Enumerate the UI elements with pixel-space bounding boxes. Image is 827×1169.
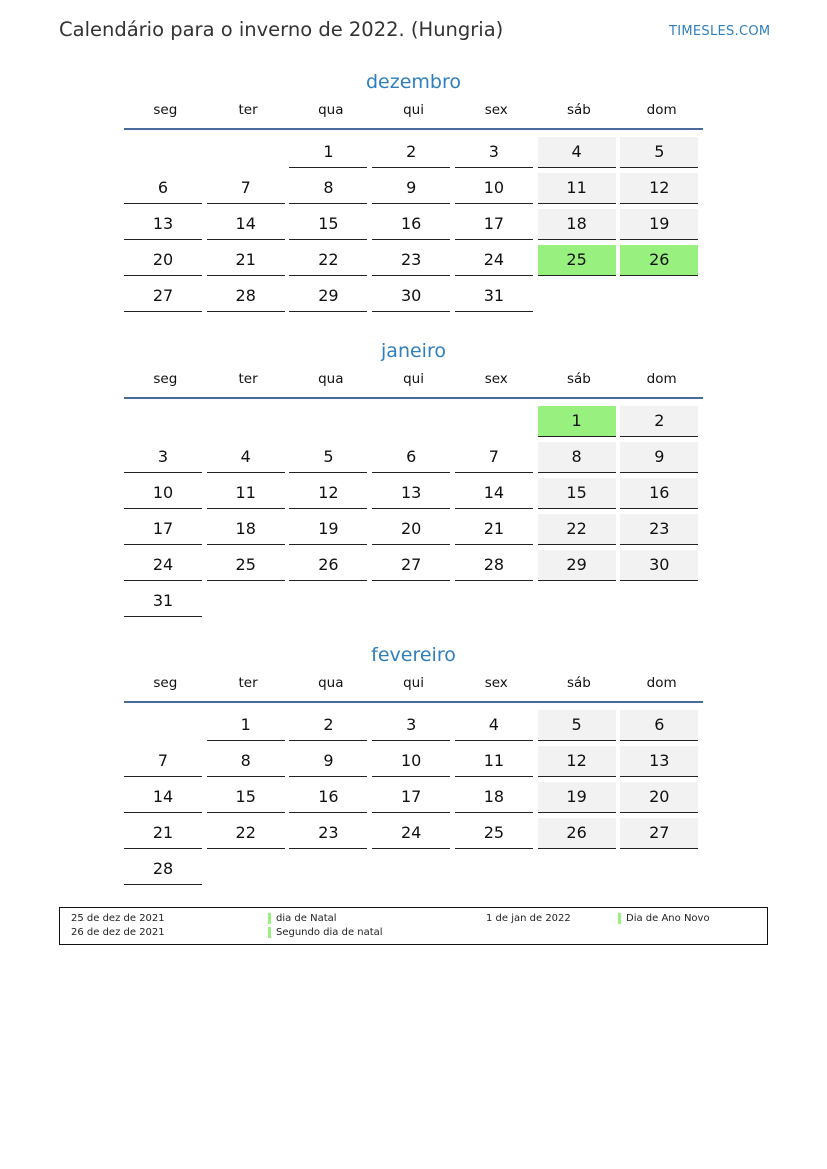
day-slot xyxy=(538,404,621,440)
day-slot xyxy=(620,708,703,744)
day-slot xyxy=(207,171,290,207)
day-cell: 10 xyxy=(372,746,450,777)
week-row xyxy=(124,279,703,315)
weekday-label: dom xyxy=(646,102,677,118)
day-slot xyxy=(124,135,207,171)
day-cell: 6 xyxy=(372,442,450,473)
day-cell: 20 xyxy=(620,782,698,813)
day-slot xyxy=(124,243,207,279)
day-cell: 6 xyxy=(124,173,202,204)
week-row xyxy=(124,404,703,440)
day-cell: 19 xyxy=(620,209,698,240)
weekday-label: qui xyxy=(403,371,424,387)
day-slot xyxy=(620,207,703,243)
day-cell: 17 xyxy=(124,514,202,545)
day-slot xyxy=(620,476,703,512)
day-cell: 22 xyxy=(538,514,616,545)
day-slot xyxy=(620,584,703,620)
day-slot xyxy=(207,476,290,512)
day-cell: 23 xyxy=(289,818,367,849)
day-cell: 4 xyxy=(207,442,285,473)
day-slot xyxy=(289,852,372,888)
holiday-marker xyxy=(268,927,271,938)
day-cell: 3 xyxy=(372,710,450,741)
day-cell: 5 xyxy=(620,137,698,168)
day-slot xyxy=(620,404,703,440)
day-slot xyxy=(455,852,538,888)
day-cell: 31 xyxy=(455,281,533,312)
weekday-label: sex xyxy=(484,371,508,387)
day-cell: 6 xyxy=(620,710,698,741)
day-cell: 17 xyxy=(455,209,533,240)
day-cell: 14 xyxy=(455,478,533,509)
day-slot xyxy=(455,708,538,744)
legend-holiday-name: Segundo dia de natal xyxy=(276,927,383,938)
day-slot xyxy=(124,780,207,816)
day-slot xyxy=(289,512,372,548)
day-cell: 28 xyxy=(124,854,202,885)
day-slot xyxy=(455,171,538,207)
day-cell: 8 xyxy=(538,442,616,473)
day-slot xyxy=(538,548,621,584)
day-cell: 4 xyxy=(455,710,533,741)
day-cell: 27 xyxy=(620,818,698,849)
day-cell: 2 xyxy=(372,137,450,168)
day-cell: 30 xyxy=(620,550,698,581)
weekday-label: sáb xyxy=(567,675,591,691)
day-slot xyxy=(372,780,455,816)
day-slot xyxy=(289,780,372,816)
day-cell: 7 xyxy=(207,173,285,204)
day-slot xyxy=(538,708,621,744)
day-cell: 15 xyxy=(538,478,616,509)
day-cell: 21 xyxy=(124,818,202,849)
day-slot xyxy=(620,780,703,816)
day-cell: 24 xyxy=(455,245,533,276)
day-slot xyxy=(455,476,538,512)
day-slot xyxy=(538,171,621,207)
month-title: fevereiro xyxy=(371,644,456,666)
day-cell: 24 xyxy=(372,818,450,849)
page-title: Calendário para o inverno de 2022. (Hungria) xyxy=(59,18,504,41)
day-slot xyxy=(372,404,455,440)
day-slot xyxy=(207,512,290,548)
day-slot xyxy=(620,816,703,852)
day-cell: 13 xyxy=(620,746,698,777)
week-row xyxy=(124,708,703,744)
month-calendar-janeiro xyxy=(124,337,703,620)
day-slot xyxy=(207,243,290,279)
month-title: janeiro xyxy=(381,340,446,362)
day-cell: 25 xyxy=(207,550,285,581)
day-cell: 26 xyxy=(289,550,367,581)
day-slot xyxy=(207,816,290,852)
day-slot xyxy=(207,584,290,620)
day-cell: 18 xyxy=(538,209,616,240)
day-cell: 27 xyxy=(124,281,202,312)
day-cell: 18 xyxy=(455,782,533,813)
day-cell: 30 xyxy=(372,281,450,312)
week-row xyxy=(124,780,703,816)
weekday-label: sex xyxy=(484,675,508,691)
day-cell: 16 xyxy=(620,478,698,509)
day-cell: 21 xyxy=(455,514,533,545)
day-cell: 8 xyxy=(289,173,367,204)
day-slot xyxy=(124,404,207,440)
day-cell: 21 xyxy=(207,245,285,276)
day-slot xyxy=(289,207,372,243)
day-slot xyxy=(124,279,207,315)
day-slot xyxy=(124,476,207,512)
weekday-header xyxy=(124,675,703,697)
day-cell: 3 xyxy=(455,137,533,168)
holiday-day-cell: 25 xyxy=(538,245,616,276)
week-row xyxy=(124,744,703,780)
day-slot xyxy=(620,171,703,207)
day-slot xyxy=(207,440,290,476)
day-slot xyxy=(207,708,290,744)
holiday-day-cell: 26 xyxy=(620,245,698,276)
day-cell: 23 xyxy=(620,514,698,545)
day-slot xyxy=(124,512,207,548)
weekday-label: ter xyxy=(238,371,258,387)
legend-date: 25 de dez de 2021 xyxy=(71,913,165,924)
weekday-label: seg xyxy=(153,371,178,387)
day-slot xyxy=(372,440,455,476)
weekday-header xyxy=(124,371,703,393)
day-slot xyxy=(289,135,372,171)
day-cell: 4 xyxy=(538,137,616,168)
day-slot xyxy=(289,708,372,744)
day-grid xyxy=(124,404,703,620)
week-row xyxy=(124,135,703,171)
day-slot xyxy=(372,852,455,888)
weekday-label: qua xyxy=(318,371,344,387)
day-slot xyxy=(124,852,207,888)
day-slot xyxy=(620,512,703,548)
day-cell: 11 xyxy=(455,746,533,777)
day-slot xyxy=(538,476,621,512)
day-slot xyxy=(372,279,455,315)
day-slot xyxy=(455,548,538,584)
day-slot xyxy=(538,279,621,315)
weekday-label: dom xyxy=(646,675,677,691)
day-slot xyxy=(620,548,703,584)
weekday-label: sáb xyxy=(567,102,591,118)
day-slot xyxy=(207,207,290,243)
day-cell: 29 xyxy=(289,281,367,312)
day-slot xyxy=(124,440,207,476)
day-cell: 19 xyxy=(289,514,367,545)
day-slot xyxy=(207,279,290,315)
day-slot xyxy=(455,279,538,315)
month-calendar-fevereiro xyxy=(124,641,703,888)
brand-link[interactable]: TIMESLES.COM xyxy=(669,24,771,39)
day-slot xyxy=(538,584,621,620)
day-slot xyxy=(124,708,207,744)
day-cell: 31 xyxy=(124,586,202,617)
day-slot xyxy=(538,744,621,780)
month-calendar-dezembro xyxy=(124,68,703,315)
day-cell: 22 xyxy=(289,245,367,276)
day-grid xyxy=(124,708,703,888)
week-row xyxy=(124,548,703,584)
month-title: dezembro xyxy=(366,71,461,93)
day-slot xyxy=(620,243,703,279)
day-slot xyxy=(124,207,207,243)
day-slot xyxy=(538,816,621,852)
day-slot xyxy=(538,207,621,243)
day-slot xyxy=(455,440,538,476)
weekday-label: qui xyxy=(403,675,424,691)
holiday-marker xyxy=(618,913,621,924)
day-slot xyxy=(455,780,538,816)
day-cell: 16 xyxy=(289,782,367,813)
weekday-label: seg xyxy=(153,675,178,691)
day-cell: 28 xyxy=(455,550,533,581)
day-slot xyxy=(455,512,538,548)
day-slot xyxy=(455,243,538,279)
day-cell: 2 xyxy=(620,406,698,437)
day-cell: 10 xyxy=(455,173,533,204)
day-slot xyxy=(455,816,538,852)
day-slot xyxy=(289,744,372,780)
week-row xyxy=(124,816,703,852)
day-slot xyxy=(372,584,455,620)
day-cell: 26 xyxy=(538,818,616,849)
weekday-label: qua xyxy=(318,102,344,118)
weekday-label: qua xyxy=(318,675,344,691)
day-cell: 7 xyxy=(455,442,533,473)
day-slot xyxy=(289,584,372,620)
day-slot xyxy=(372,243,455,279)
day-slot xyxy=(372,207,455,243)
day-slot xyxy=(289,476,372,512)
day-cell: 1 xyxy=(207,710,285,741)
week-row xyxy=(124,440,703,476)
day-cell: 17 xyxy=(372,782,450,813)
day-slot xyxy=(207,404,290,440)
legend-date: 1 de jan de 2022 xyxy=(486,913,571,924)
day-slot xyxy=(207,744,290,780)
day-cell: 14 xyxy=(124,782,202,813)
week-row xyxy=(124,207,703,243)
day-slot xyxy=(538,780,621,816)
day-cell: 12 xyxy=(620,173,698,204)
day-slot xyxy=(620,852,703,888)
week-row xyxy=(124,243,703,279)
day-slot xyxy=(455,404,538,440)
legend-date: 26 de dez de 2021 xyxy=(71,927,165,938)
day-cell: 9 xyxy=(372,173,450,204)
day-cell: 15 xyxy=(289,209,367,240)
day-slot xyxy=(124,744,207,780)
day-slot xyxy=(538,243,621,279)
day-slot xyxy=(372,512,455,548)
day-slot xyxy=(372,708,455,744)
day-cell: 5 xyxy=(289,442,367,473)
weekday-label: ter xyxy=(238,102,258,118)
legend-holiday-name: Dia de Ano Novo xyxy=(626,913,710,924)
day-slot xyxy=(455,744,538,780)
day-cell: 23 xyxy=(372,245,450,276)
header-divider xyxy=(124,128,703,130)
day-slot xyxy=(455,584,538,620)
day-cell: 3 xyxy=(124,442,202,473)
day-slot xyxy=(538,135,621,171)
day-cell: 12 xyxy=(538,746,616,777)
day-cell: 5 xyxy=(538,710,616,741)
day-cell: 12 xyxy=(289,478,367,509)
day-cell: 20 xyxy=(372,514,450,545)
day-cell: 15 xyxy=(207,782,285,813)
day-slot xyxy=(372,744,455,780)
holiday-legend xyxy=(59,907,768,945)
day-cell: 19 xyxy=(538,782,616,813)
week-row xyxy=(124,584,703,620)
day-cell: 24 xyxy=(124,550,202,581)
legend-holiday-name: dia de Natal xyxy=(276,913,337,924)
day-grid xyxy=(124,135,703,315)
day-slot xyxy=(620,744,703,780)
weekday-label: qui xyxy=(403,102,424,118)
day-cell: 8 xyxy=(207,746,285,777)
day-slot xyxy=(372,548,455,584)
day-cell: 11 xyxy=(207,478,285,509)
day-cell: 16 xyxy=(372,209,450,240)
day-slot xyxy=(207,548,290,584)
day-cell: 28 xyxy=(207,281,285,312)
day-cell: 9 xyxy=(289,746,367,777)
day-cell: 9 xyxy=(620,442,698,473)
day-slot xyxy=(289,440,372,476)
weekday-header xyxy=(124,102,703,124)
header-divider xyxy=(124,701,703,703)
day-slot xyxy=(289,548,372,584)
day-cell: 14 xyxy=(207,209,285,240)
week-row xyxy=(124,852,703,888)
day-slot xyxy=(620,440,703,476)
day-slot xyxy=(372,135,455,171)
day-slot xyxy=(455,207,538,243)
day-slot xyxy=(372,476,455,512)
day-cell: 2 xyxy=(289,710,367,741)
header-divider xyxy=(124,397,703,399)
day-slot xyxy=(372,816,455,852)
day-slot xyxy=(620,279,703,315)
weekday-label: ter xyxy=(238,675,258,691)
weekday-label: sex xyxy=(484,102,508,118)
day-slot xyxy=(372,171,455,207)
day-slot xyxy=(124,171,207,207)
week-row xyxy=(124,512,703,548)
day-cell: 11 xyxy=(538,173,616,204)
day-slot xyxy=(620,135,703,171)
day-slot xyxy=(289,243,372,279)
day-slot xyxy=(124,548,207,584)
day-cell: 1 xyxy=(289,137,367,168)
day-cell: 27 xyxy=(372,550,450,581)
day-cell: 7 xyxy=(124,746,202,777)
day-slot xyxy=(289,171,372,207)
day-slot xyxy=(207,135,290,171)
day-slot xyxy=(538,852,621,888)
day-slot xyxy=(124,584,207,620)
week-row xyxy=(124,476,703,512)
day-slot xyxy=(207,780,290,816)
day-slot xyxy=(289,279,372,315)
week-row xyxy=(124,171,703,207)
day-slot xyxy=(538,440,621,476)
holiday-marker xyxy=(268,913,271,924)
day-cell: 13 xyxy=(372,478,450,509)
day-cell: 25 xyxy=(455,818,533,849)
day-slot xyxy=(455,135,538,171)
weekday-label: sáb xyxy=(567,371,591,387)
day-slot xyxy=(289,816,372,852)
holiday-day-cell: 1 xyxy=(538,406,616,437)
day-slot xyxy=(124,816,207,852)
day-slot xyxy=(289,404,372,440)
weekday-label: dom xyxy=(646,371,677,387)
day-cell: 13 xyxy=(124,209,202,240)
day-slot xyxy=(538,512,621,548)
weekday-label: seg xyxy=(153,102,178,118)
day-cell: 29 xyxy=(538,550,616,581)
day-cell: 20 xyxy=(124,245,202,276)
day-cell: 18 xyxy=(207,514,285,545)
day-slot xyxy=(207,852,290,888)
day-cell: 22 xyxy=(207,818,285,849)
day-cell: 10 xyxy=(124,478,202,509)
